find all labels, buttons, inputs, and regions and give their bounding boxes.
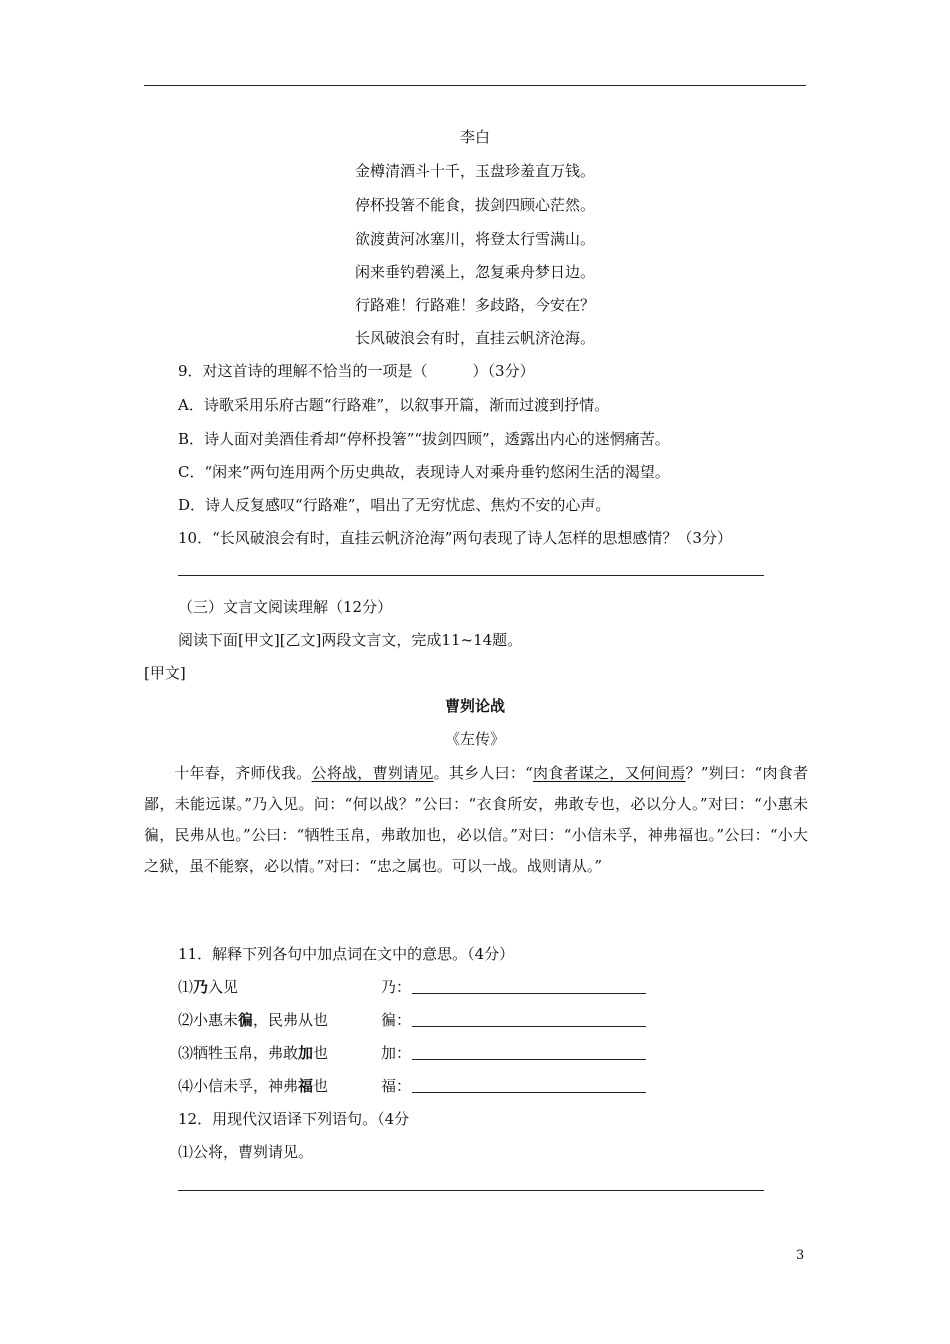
passage-segment: 十年春，齐师伐我。	[174, 764, 312, 782]
underlined-sentence: 公将战，曹刿请见	[311, 764, 434, 782]
q9-stem: 9．对这首诗的理解不恰当的一项是（ ）（3分）	[178, 362, 535, 380]
q9-option-c: C．“闲来”两句连用两个历史典故，表现诗人对乘舟垂钓悠闲生活的渴望。	[178, 463, 670, 481]
passage-source: 《左传》	[444, 730, 505, 748]
q11-label: 乃：	[381, 978, 412, 996]
q11-answer-line[interactable]	[412, 1059, 646, 1060]
poem-line: 欲渡黄河冰塞川，将登太行雪满山。	[354, 230, 595, 248]
poem-line: 行路难！行路难！多歧路，今安在？	[354, 296, 595, 314]
dotted-word: 乃	[193, 978, 209, 996]
q12-item: ⑴公将，曹刿请见。	[178, 1143, 314, 1161]
passage-segment: ？”刿曰：“肉食者鄙，未能远谋。”乃入见。问：“何以战？”公曰：“衣食所安，弗敢专也，必以分人。”对曰：“小惠未徧，民弗从也。”公曰：“牺牲玉帛，弗敢加也，必以信。”对曰：“小信未孚，神弗福也。”公曰：“小大之狱，虽不能察，必以情。”对曰：“忠之属也。可以一战。战则请从。”	[144, 764, 808, 875]
q11-label: 加：	[381, 1044, 412, 1062]
q10-stem: 10．“长风破浪会有时，直挂云帆济沧海”两句表现了诗人怎样的思想感情？（3分）	[178, 529, 732, 547]
q9-option-a: A．诗歌采用乐府古题“行路难”，以叙事开篇，渐而过渡到抒情。	[178, 396, 610, 414]
section-instruction: 阅读下面[甲文][乙文]两段文言文，完成11~14题。	[178, 631, 523, 649]
poem-line: 停杯投箸不能食，拔剑四顾心茫然。	[354, 196, 595, 214]
q10-answer-line[interactable]	[178, 575, 764, 576]
passage-segment: 。其乡人曰：“	[433, 764, 533, 782]
jia-label: [甲文]	[144, 664, 186, 682]
passage-text	[144, 758, 808, 882]
q12-answer-line[interactable]	[178, 1190, 764, 1191]
q9-option-b: B．诗人面对美酒佳肴却“停杯投箸”“拔剑四顾”，透露出内心的迷惘痛苦。	[178, 430, 670, 448]
q11-answer-line[interactable]	[412, 993, 646, 994]
page-number: 3	[796, 1248, 805, 1263]
q11-answer-line[interactable]	[412, 1092, 646, 1093]
q11-label: 徧：	[381, 1011, 412, 1029]
q11-stem: 11．解释下列各句中加点词在文中的意思。（4分）	[178, 945, 515, 963]
passage-title: 曹刿论战	[444, 697, 505, 715]
poem-author: 李白	[459, 128, 490, 146]
dotted-word: 徧	[238, 1011, 254, 1029]
dotted-word: 加	[298, 1044, 314, 1062]
q11-item: ⑴乃入见	[178, 978, 239, 996]
q11-item: ⑷小信未孚，神弗福也	[178, 1077, 329, 1095]
q11-item: ⑵小惠未徧，民弗从也	[178, 1011, 329, 1029]
q9-option-d: D．诗人反复感叹“行路难”，唱出了无穷忧虑、焦灼不安的心声。	[178, 496, 611, 514]
q12-stem: 12．用现代汉语译下列语句。（4分	[178, 1110, 410, 1128]
header-rule	[144, 85, 806, 86]
dotted-word: 福	[298, 1077, 314, 1095]
q11-item: ⑶牺牲玉帛，弗敢加也	[178, 1044, 329, 1062]
poem-line: 金樽清酒斗十千，玉盘珍羞直万钱。	[354, 162, 595, 180]
underlined-sentence: 肉食者谋之，又何间焉	[532, 764, 686, 782]
q11-label: 福：	[381, 1077, 412, 1095]
q11-answer-line[interactable]	[412, 1026, 646, 1027]
poem-line: 长风破浪会有时，直挂云帆济沧海。	[354, 329, 595, 347]
poem-line: 闲来垂钓碧溪上，忽复乘舟梦日边。	[354, 263, 595, 281]
section-heading: （三）文言文阅读理解（12分）	[178, 598, 393, 616]
